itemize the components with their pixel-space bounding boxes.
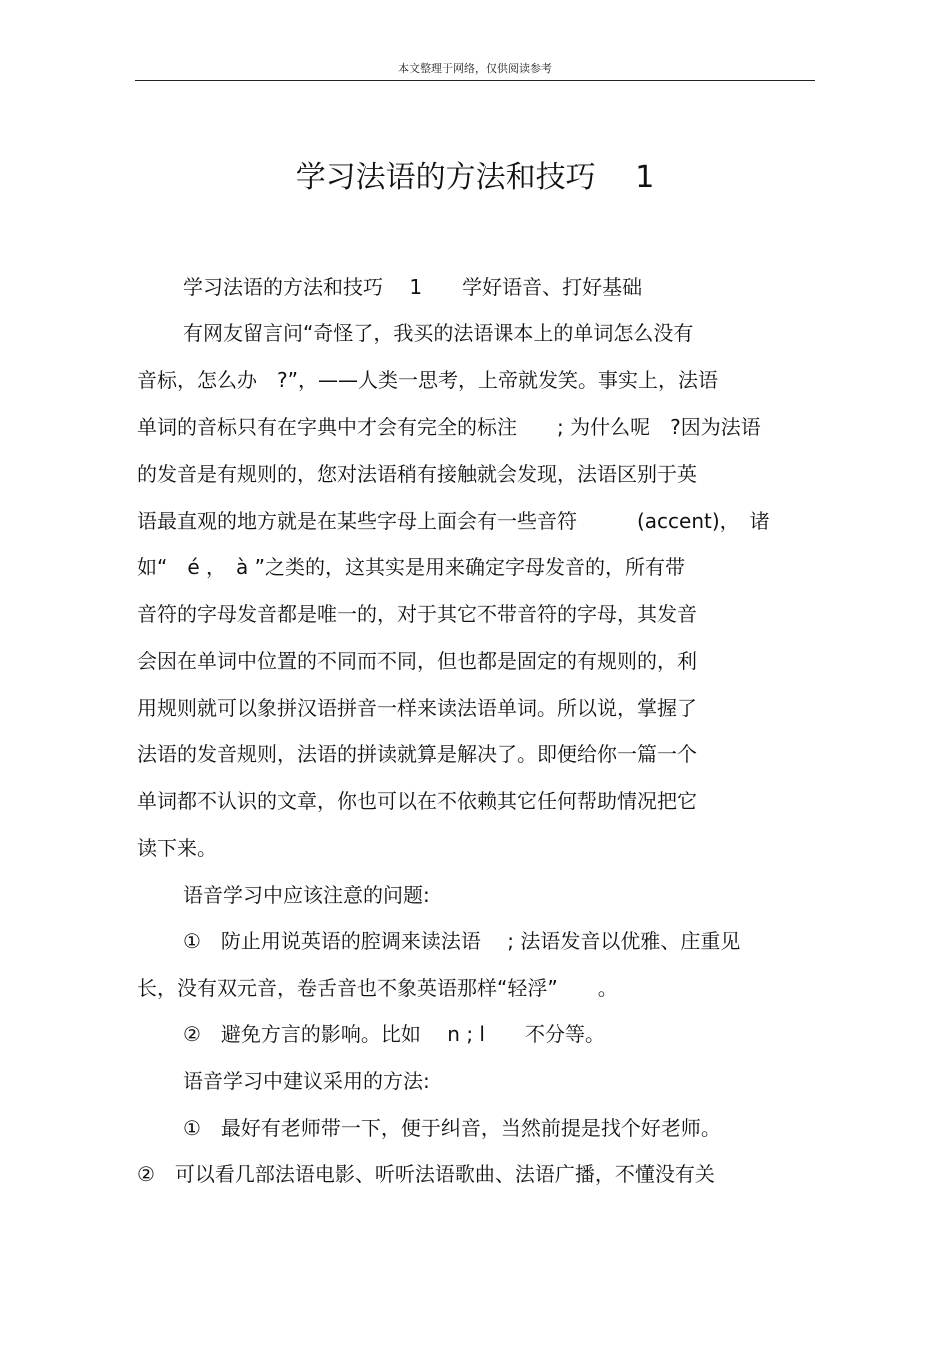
document-title: 学习法语的方法和技巧 1 xyxy=(295,160,655,195)
section-heading: 语音学习中建议采用的方法: xyxy=(183,1069,430,1093)
body-line: 单词都不认识的文章，你也可以在不依赖其它任何帮助情况把它 xyxy=(137,789,697,813)
list-item: ① 最好有老师带一下，便于纠音，当然前提是找个好老师。 xyxy=(183,1116,721,1140)
list-item: ① 防止用说英语的腔调来读法语 ; 法语发音以优雅、庄重见 xyxy=(183,929,741,953)
page-header: 本文整理于网络，仅供阅读参考 xyxy=(398,62,552,75)
body-line: 法语的发音规则，法语的拼读就算是解决了。即便给你一篇一个 xyxy=(137,742,697,766)
body-line: 读下来。 xyxy=(137,836,217,860)
body-line: 有网友留言问“奇怪了，我买的法语课本上的单词怎么没有 xyxy=(183,321,694,345)
body-line: 会因在单词中位置的不同而不同，但也都是固定的有规则的，利 xyxy=(137,649,697,673)
body-line: 单词的音标只有在字典中才会有完全的标注 ; 为什么呢 ?因为法语 xyxy=(137,415,761,439)
body-line: 语最直观的地方就是在某些字母上面会有一些音符 (accent)， 诸 xyxy=(137,509,770,533)
header-divider xyxy=(135,80,815,81)
body-line: 用规则就可以象拼汉语拼音一样来读法语单词。所以说，掌握了 xyxy=(137,696,697,720)
list-item: ② 避免方言的影响。比如 n ; l 不分等。 xyxy=(183,1022,605,1046)
body-line: 如“ é ， à ”之类的，这其实是用来确定字母发音的，所有带 xyxy=(137,555,685,579)
list-item: ② 可以看几部法语电影、听听法语歌曲、法语广播，不懂没有关 xyxy=(137,1162,715,1186)
body-line: 长，没有双元音，卷舌音也不象英语那样“轻浮” 。 xyxy=(137,976,618,1000)
body-line: 音符的字母发音都是唯一的，对于其它不带音符的字母，其发音 xyxy=(137,602,697,626)
body-line: 音标，怎么办 ?”，——人类一思考，上帝就发笑。事实上，法语 xyxy=(137,368,718,392)
body-line: 的发音是有规则的，您对法语稍有接触就会发现，法语区别于英 xyxy=(137,462,697,486)
body-line: 学习法语的方法和技巧 1 学好语音、打好基础 xyxy=(183,275,643,299)
section-heading: 语音学习中应该注意的问题: xyxy=(183,883,430,907)
